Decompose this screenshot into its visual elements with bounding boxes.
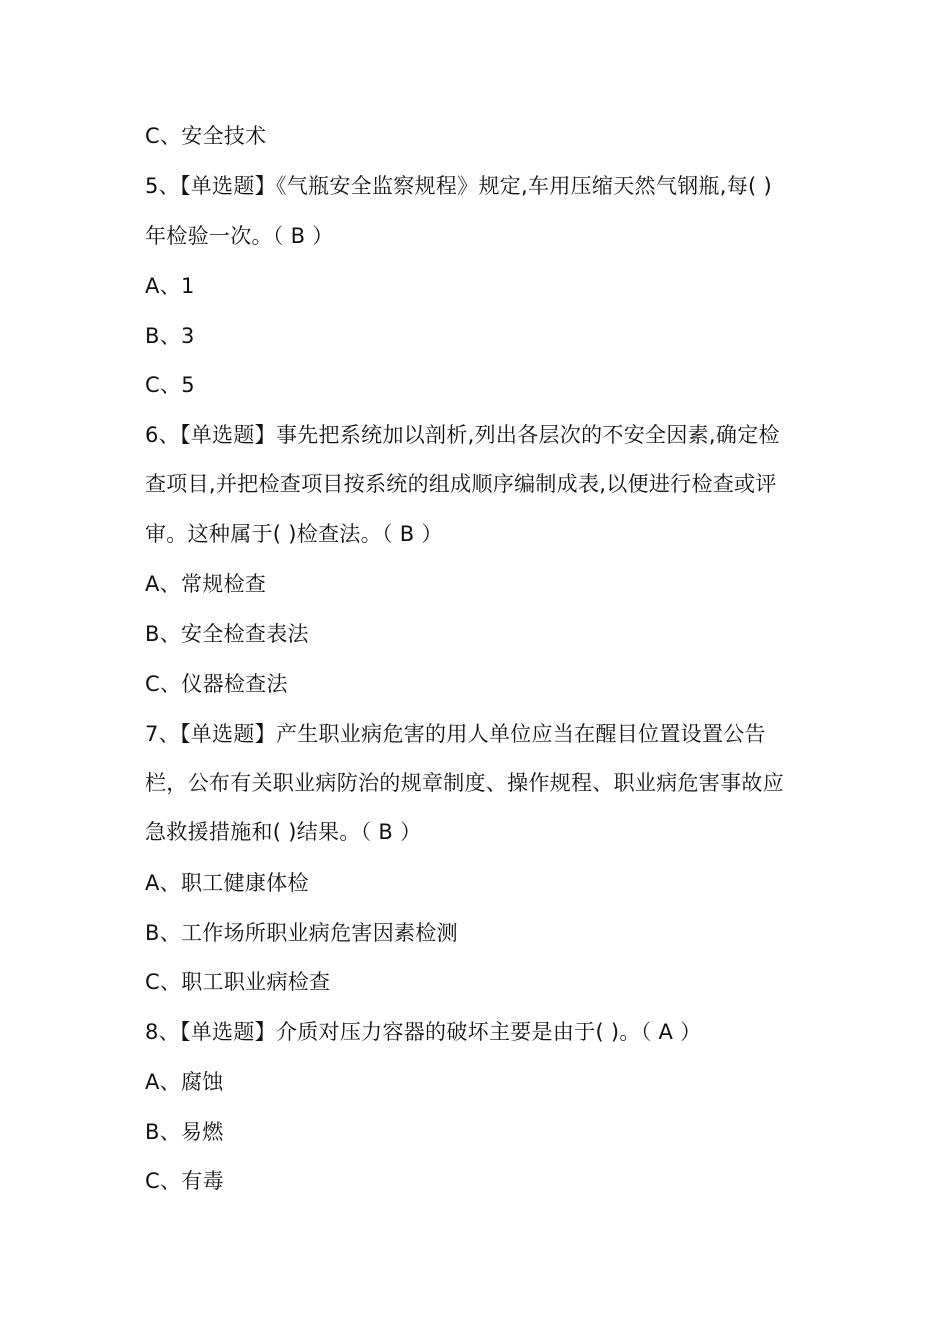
q7-option-c: C、职工职业病检查 — [145, 970, 331, 994]
q5-option-b: B、3 — [145, 324, 195, 348]
q8-option-b: B、易燃 — [145, 1120, 224, 1144]
q8-option-c: C、有毒 — [145, 1169, 224, 1193]
q6-question-line-1: 6、【单选题】事先把系统加以剖析,列出各层次的不安全因素,确定检 — [145, 423, 780, 447]
q7-option-b: B、工作场所职业病危害因素检测 — [145, 921, 458, 945]
q5-question-line-1: 5、【单选题】《气瓶安全监察规程》规定,车用压缩天然气钢瓶,每( ) — [145, 174, 772, 198]
q8-option-a: A、腐蚀 — [145, 1070, 224, 1094]
q7-question-line-3: 急救援措施和( )结果。（ B ） — [145, 820, 422, 844]
q5-option-a: A、1 — [145, 274, 195, 298]
q6-question-line-3: 审。这种属于( )检查法。（ B ） — [145, 522, 443, 546]
q5-question-line-2: 年检验一次。（ B ） — [145, 224, 334, 248]
q7-question-line-1: 7、【单选题】产生职业病危害的用人单位应当在醒目位置设置公告 — [145, 722, 766, 746]
q6-option-c: C、仪器检查法 — [145, 672, 288, 696]
q5-option-c: C、5 — [145, 373, 195, 397]
q4-option-c: C、安全技术 — [145, 124, 267, 148]
q7-question-line-2: 栏，公布有关职业病防治的规章制度、操作规程、职业病危害事故应 — [145, 771, 784, 795]
q6-question-line-2: 查项目,并把检查项目按系统的组成顺序编制成表,以便进行检查或评 — [145, 472, 777, 496]
q6-option-b: B、安全检查表法 — [145, 622, 309, 646]
q7-option-a: A、职工健康体检 — [145, 871, 309, 895]
q8-question-line-1: 8、【单选题】介质对压力容器的破坏主要是由于( )。（ A ） — [145, 1020, 702, 1044]
q6-option-a: A、常规检查 — [145, 572, 267, 596]
